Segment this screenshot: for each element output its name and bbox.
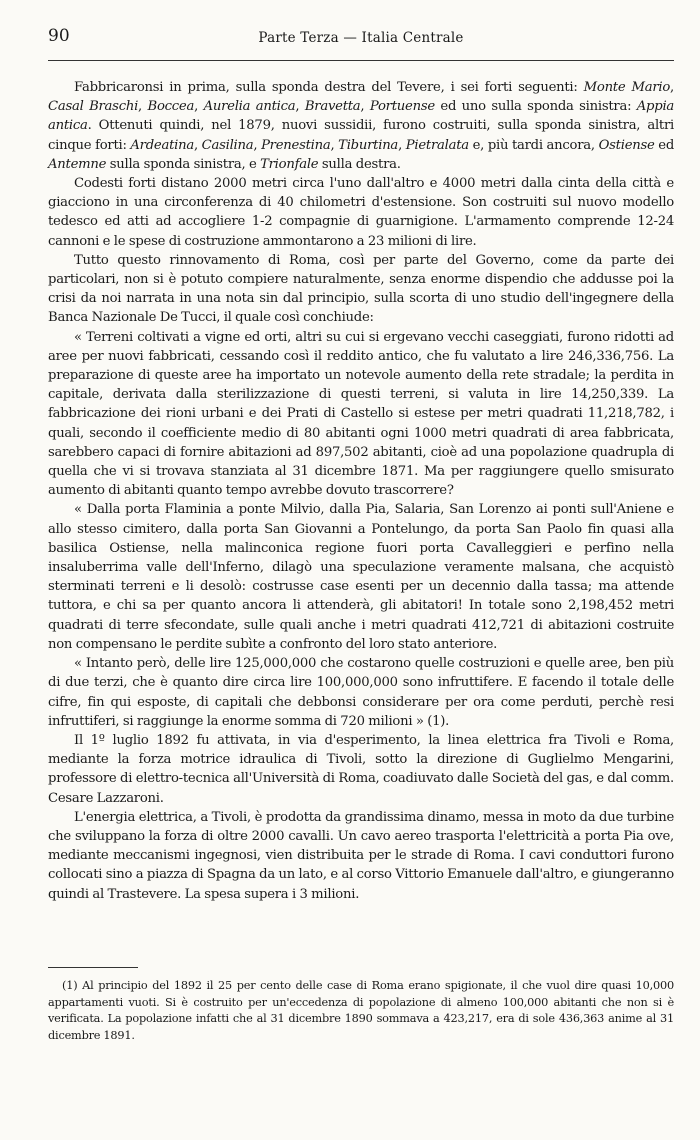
text-run: « Terreni coltivati a vigne ed orti, altri su cui si ergevano vecchi caseggiati, furono ridotti ad aree per nuovi fabbricati, cessando così il reddito antico, che fu valutato a lire 246,336,756. La preparazione di queste aree ha importato un notevole aumento della rete stradale; la perdita in capitale, derivata dalla sterilizzazione di questi terreni, si valuta in lire 14,250,339. La fabbricazione dei rioni urbani e dei Prati di Castello si estese per metri quadrati 11,218,782, i quali, secondo il coefficiente medio di 80 abitanti ogni 1000 metri quadrati di area fabbricata, sarebbero capaci di fornire abitazioni ad 897,502 abitanti, cioè ad una popolazione quadrupla di quella che vi si trovava stanziata al 31 dicembre 1871. Ma per raggiungere quello smisurato aumento di abitanti quanto tempo avrebbe dovuto trascorrere? — [48, 329, 674, 499]
page-number: 90 — [48, 26, 70, 46]
text-run: ed uno sulla sponda sinistra: — [434, 99, 637, 115]
italic-run: Portuense — [369, 99, 435, 115]
paragraph — [48, 500, 674, 654]
italic-run: Bravetta — [304, 99, 361, 115]
text-run: , — [330, 137, 339, 153]
italic-run: Casilina — [201, 137, 254, 153]
text-run: sulla destra. — [318, 156, 401, 172]
text-run: , — [398, 137, 406, 153]
text-run: , — [138, 99, 148, 115]
text-run: . Ottenuti quindi, nel 1879, nuovi sussidii, furono costruiti, sulla sponda sinistra, altri cinque forti: — [48, 118, 674, 153]
text-run: , — [253, 137, 262, 153]
italic-run: Prenestina — [261, 137, 331, 153]
paragraph — [48, 78, 674, 174]
text-run: Tutto questo rinnovamento di Roma, così per parte del Governo, come da parte dei particolari, non si è potuto compiere naturalmente, senza enorme dispendio che addusse poi la crisi da noi narrata in una nota sin dal principio, sulla scorta di uno studio dell'ingegnere della Banca Nazionale De Tucci, il quale così conchiude: — [48, 252, 674, 326]
paragraph — [48, 731, 674, 808]
page-header — [48, 26, 674, 52]
italic-run: Trionfale — [260, 156, 319, 172]
paragraph — [48, 808, 674, 904]
italic-run: Appia antica — [48, 99, 675, 134]
paragraph — [48, 251, 674, 328]
text-run: Il 1º luglio 1892 fu attivata, in via d'esperimento, la linea elettrica fra Tivoli e Roma, mediante la forza motrice idraulica di Tivoli, sotto la direzione di Guglielmo Mengarini, professore di elettro-tecnica all'Università di Roma, coadiuvato dalle Società del gas, e dal comm. Cesare Lazzaroni. — [48, 732, 674, 806]
text-run: , — [194, 99, 204, 115]
italic-run: Boccea — [147, 99, 195, 115]
italic-run: Antemne — [48, 156, 107, 172]
footnote-text: (1) Al principio del 1892 il 25 per cento delle case di Roma erano spigionate, il che vuol dire quasi 10,000 appartamenti vuoti. Si è costruito per un'eccedenza di popolazione di almeno 100,000 abitanti che non si è verificata. La popolazione infatti che al 31 dicembre 1890 sommava a 423,217, era di sole 436,363 anime al 31 dicembre 1891. — [48, 979, 674, 1042]
text-run: sulla sponda sinistra, e — [106, 156, 261, 172]
italic-run: Casal Braschi — [48, 99, 139, 115]
italic-run: Ardeatina — [130, 137, 194, 153]
body-text — [48, 78, 674, 904]
text-run: , — [360, 99, 370, 115]
text-run: Fabbricaronsi in prima, sulla sponda destra del Tevere, i sei forti seguenti: — [74, 80, 584, 95]
paragraph — [48, 174, 674, 251]
header-rule — [48, 60, 674, 61]
text-run: « Intanto però, delle lire 125,000,000 che costarono quelle costruzioni e quelle aree, ben più di due terzi, che è quanto dire circa lire 100,000,000 sono infruttifere. E facendo il totale delle cifre, fin qui esposte, di capitali che debbonsi considerare per ora come perduti, perchè resi infruttiferi, si raggiunge la enorme somma di 720 milioni » (1). — [48, 656, 674, 729]
running-title: Parte Terza — Italia Centrale — [258, 30, 464, 46]
italic-run: Ostiense — [598, 137, 655, 153]
text-run: e, più tardi ancora, — [468, 137, 599, 153]
text-run: , — [193, 137, 202, 153]
text-run: ed — [654, 137, 675, 153]
text-run: , — [670, 80, 674, 95]
italic-run: Aurelia antica — [203, 99, 296, 115]
text-run: « Dalla porta Flaminia a ponte Milvio, dalla Pia, Salaria, San Lorenzo ai ponti sull'Aniene e allo stesso cimitero, dalla porta San Giovanni a Pontelungo, da porta San Paolo fin quasi alla basilica Ostiense, nella malinconica regione fuori porta Cavalleggieri e perfino nella insaluberrima valle dell'Inferno, dilagò una speculazione veramente malsana, che acquistò sterminati terreni e li desolò: costrusse case esenti per un decennio dalla tassa; ma attende tuttora, e chi sa per quanto ancora li attenderà, gli abitatori! In totale sono 2,198,452 metri quadrati di terre sfecondate, sulle quali anche i metri quadrati 412,721 di abitazioni costruite non compensano le perdite subìte a confronto del loro stato anteriore. — [48, 502, 674, 652]
paragraph — [48, 654, 674, 731]
footnote — [48, 978, 674, 1044]
italic-run: Monte Mario — [583, 80, 671, 95]
italic-run: Tiburtina — [338, 137, 399, 153]
paragraph — [48, 328, 674, 501]
footnote-rule — [48, 967, 138, 968]
text-run: Codesti forti distano 2000 metri circa l'uno dall'altro e 4000 metri dalla cinta della città e giacciono in una circonferenza di 40 chilometri d'estensione. Son costruiti sul nuovo modello tedesco ed atti ad accogliere 1-2 compagnie di guarnigione. L'armamento comprende 12-24 cannoni e le spese di costruzione ammontarono a 23 milioni di lire. — [48, 176, 674, 249]
italic-run: Pietralata — [405, 137, 469, 153]
text-run: L'energia elettrica, a Tivoli, è prodotta da grandissima dinamo, messa in moto da due turbine che sviluppano la forza di oltre 2000 cavalli. Un cavo aereo trasporta l'elettricità a porta Pia ove, mediante meccanismi ingegnosi, vien distribuita per le strade di Roma. I cavi conduttori furono collocati sino a piazza di Spagna da un lato, e al corso Vittorio Emanuele dall'altro, e giungeranno quindi al Trastevere. La spesa supera i 3 milioni. — [48, 809, 674, 902]
text-run: , — [295, 99, 305, 115]
